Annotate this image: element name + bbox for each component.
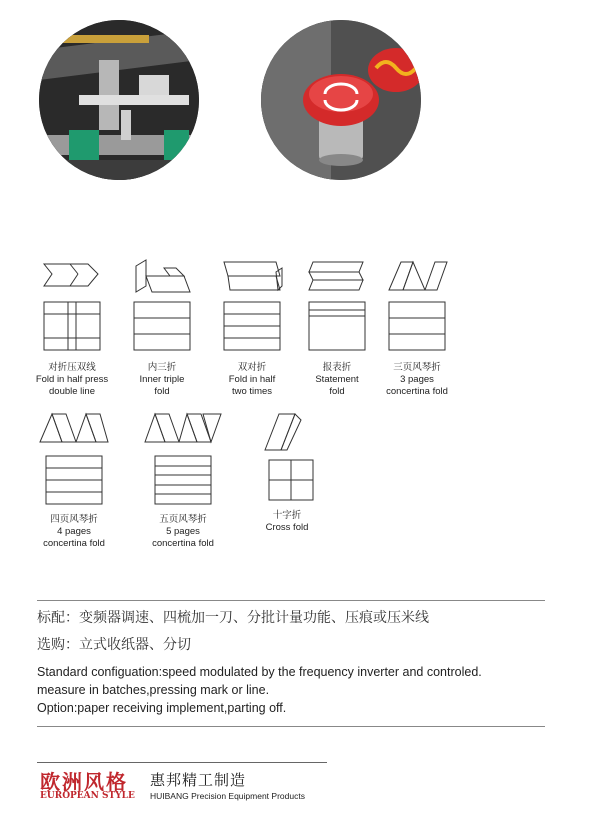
fold-item-3-pages-concertina [362, 258, 472, 397]
brand-logo-en: EUROPEAN STYLE [40, 791, 135, 801]
fold-label-zh: 双对折 [237, 362, 267, 373]
divider [37, 600, 545, 601]
standard-config-cn: 标配：变频器调速、四梳加一刀、分批计量功能、压痕或压米线 [37, 610, 429, 626]
fold-label-en: 4 pages [57, 526, 91, 537]
stop-button-illustration [261, 20, 421, 180]
fold-label-en: concertina fold [152, 537, 214, 549]
option-config-en: Option:paper receiving implement,parting off. [37, 701, 287, 715]
fold-label-en: fold [329, 385, 345, 397]
fold-label-en: 3 pages [400, 374, 434, 385]
rollers-illustration [39, 20, 199, 180]
fold-item-5-pages-concertina [128, 410, 238, 549]
fold-label-en: Cross fold [265, 522, 309, 533]
standard-config-en: Standard configuation:speed modulated by the frequency inverter and controled. [37, 665, 482, 679]
fold-label-en: fold [154, 385, 170, 397]
machine-rollers-photo [39, 20, 199, 180]
fold-label-zh: 十字折 [272, 510, 302, 521]
fold-label-zh: 报表折 [322, 362, 352, 373]
standard-config-en-cont: measure in batches,pressing mark or line. [37, 683, 270, 697]
four-pages-concertina-icon [36, 410, 112, 510]
five-pages-concertina-icon [141, 410, 225, 510]
statement-fold-icon [305, 258, 369, 358]
fold-label-en: double line [49, 385, 95, 397]
fold-in-half-two-times-icon [220, 258, 284, 358]
manufacturer-en: HUIBANG Precision Equipment Products [150, 791, 305, 801]
footer-divider [37, 762, 327, 763]
divider [37, 726, 545, 727]
fold-label-zh: 对折压双线 [48, 362, 96, 373]
fold-label-en: 5 pages [166, 526, 200, 537]
fold-label-zh: 四页风琴折 [50, 514, 98, 525]
fold-label-en: Inner triple [139, 374, 185, 385]
fold-half-press-double-line-icon [40, 258, 104, 358]
brand-logo-cn: 欧洲风格 [40, 770, 128, 794]
fold-label-zh: 内三折 [147, 362, 177, 373]
fold-label-en: two times [231, 385, 273, 397]
option-config-cn: 选购：立式收纸器、分切 [37, 637, 191, 653]
inner-triple-fold-icon [130, 258, 194, 358]
cross-fold-icon [255, 406, 319, 506]
fold-label-zh: 五页风琴折 [159, 514, 207, 525]
emergency-stop-photo [261, 20, 421, 180]
three-pages-concertina-icon [385, 258, 449, 358]
fold-label-en: concertina fold [43, 537, 105, 549]
fold-label-en: concertina fold [386, 385, 448, 397]
fold-item-4-pages-concertina [19, 410, 129, 549]
fold-label-en: Fold in half press [35, 374, 109, 385]
manufacturer-cn: 惠邦精工制造 [150, 771, 247, 789]
fold-label-en: Statement [315, 374, 359, 385]
fold-item-cross [232, 406, 342, 534]
fold-label-en: Fold in half [228, 374, 276, 385]
fold-label-zh: 三页风琴折 [393, 362, 441, 373]
